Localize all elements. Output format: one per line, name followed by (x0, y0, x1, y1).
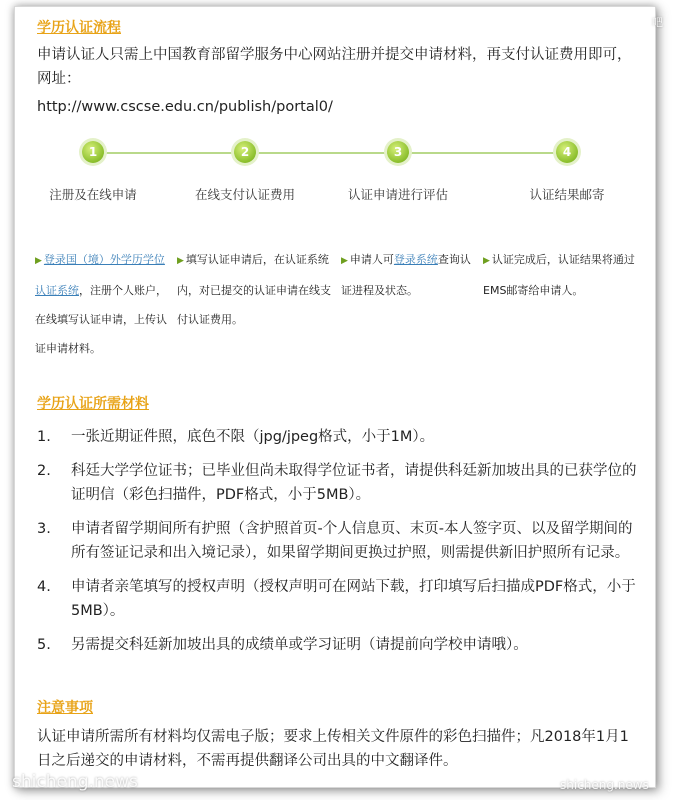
step-1-desc-line3: 在线填写认证申请，上传认 (35, 313, 167, 326)
intro-text: 申请认证人只需上中国教育部留学服务中心网站注册并提交申请材料，再支付认证费用即可，网址： (37, 47, 632, 87)
step-1-desc-line2: ，注册个人账户， (79, 284, 167, 297)
step-4-desc-line2: EMS邮寄给申请人。 (483, 284, 584, 297)
step-3-desc-line2: 证进程及状态。 (341, 284, 418, 297)
step-4-desc-line1: 认证完成后，认证结果将通过 (491, 253, 635, 266)
step-3-desc-post: 查询认 (437, 253, 471, 266)
list-item-number: 5. (37, 637, 51, 653)
watermark-left: shicheng.news (12, 772, 138, 792)
list-item (37, 517, 641, 565)
website-url[interactable]: http://www.cscse.edu.cn/publish/portal0/ (37, 99, 333, 115)
list-item-number: 1. (37, 429, 51, 445)
step-2-label: 在线支付认证费用 (194, 187, 295, 202)
list-item (37, 425, 641, 449)
list-item-number: 2. (37, 463, 51, 479)
cert-system-link[interactable]: 登录国（境）外学历学位 (43, 253, 165, 266)
cert-system-link-2[interactable]: 认证系统 (35, 284, 79, 297)
step-1-node: 1 (82, 141, 104, 163)
step-2-desc-line3: 付认证费用。 (177, 313, 243, 326)
step-4-label: 认证结果邮寄 (529, 187, 605, 202)
list-item (37, 575, 641, 623)
step-2-desc (177, 245, 342, 334)
list-item-text: 申请者留学期间所有护照（含护照首页-个人信息页、末页-本人签字页、以及留学期间的所有签证记录和出入境记录），如果留学期间更换过护照，则需提供新旧护照所有记录。 (71, 521, 633, 561)
step-1-desc-line4: 证申请材料。 (35, 342, 101, 355)
step-3-desc-pre: 申请人可 (349, 253, 394, 266)
step-2-desc-line1: 填写认证申请后，在认证系统 (185, 253, 329, 266)
step-2-node: 2 (234, 141, 256, 163)
list-item-text: 另需提交科廷新加坡出具的成绩单或学习证明（请提前向学校申请哦）。 (71, 637, 528, 653)
watermark-right: shicheng.news (560, 778, 649, 792)
list-item (37, 459, 641, 507)
materials-list (37, 425, 641, 667)
section-title-process: 学历认证流程 (37, 20, 121, 36)
list-item-text: 申请者亲笔填写的授权声明（授权声明可在网站下载，打印填写后扫描成PDF格式，小于5MB）。 (71, 579, 636, 619)
list-item-text: 一张近期证件照，底色不限（jpg/jpeg格式，小于1M）。 (71, 429, 435, 445)
step-1-label: 注册及在线申请 (49, 187, 137, 202)
notes-text: 认证申请所需所有材料均仅需电子版；要求上传相关文件原件的彩色扫描件；凡2018年1月1日之后递交的申请材料，不需再提供翻译公司出具的中文翻译件。 (37, 729, 629, 769)
arrow-icon: ▶ (483, 256, 490, 266)
arrow-icon: ▶ (35, 256, 42, 266)
arrow-icon: ▶ (341, 256, 348, 266)
login-system-link[interactable]: 登录系统 (393, 253, 438, 266)
list-item-number: 4. (37, 579, 51, 595)
section-title-notes: 注意事项 (37, 700, 93, 716)
document-page (14, 6, 656, 788)
step-1-desc (35, 245, 175, 363)
list-item (37, 633, 641, 657)
step-3-desc (341, 245, 481, 305)
arrow-icon: ▶ (177, 256, 184, 266)
step-4-node: 4 (556, 141, 578, 163)
list-item-number: 3. (37, 521, 51, 537)
step-3-label: 认证申请进行评估 (347, 187, 448, 202)
section-title-materials: 学历认证所需材料 (37, 396, 149, 412)
steps-connector (93, 152, 571, 154)
watermark-top-right: 吧 (652, 16, 663, 29)
list-item-text: 科廷大学学位证书；已毕业但尚未取得学位证书者，请提供科廷新加坡出具的已获学位的证明信（彩色扫描件，PDF格式，小于5MB）。 (71, 463, 637, 503)
step-3-node: 3 (387, 141, 409, 163)
step-4-desc (483, 245, 655, 305)
step-2-desc-line2: 内，对已提交的认证申请在线支 (177, 284, 331, 297)
